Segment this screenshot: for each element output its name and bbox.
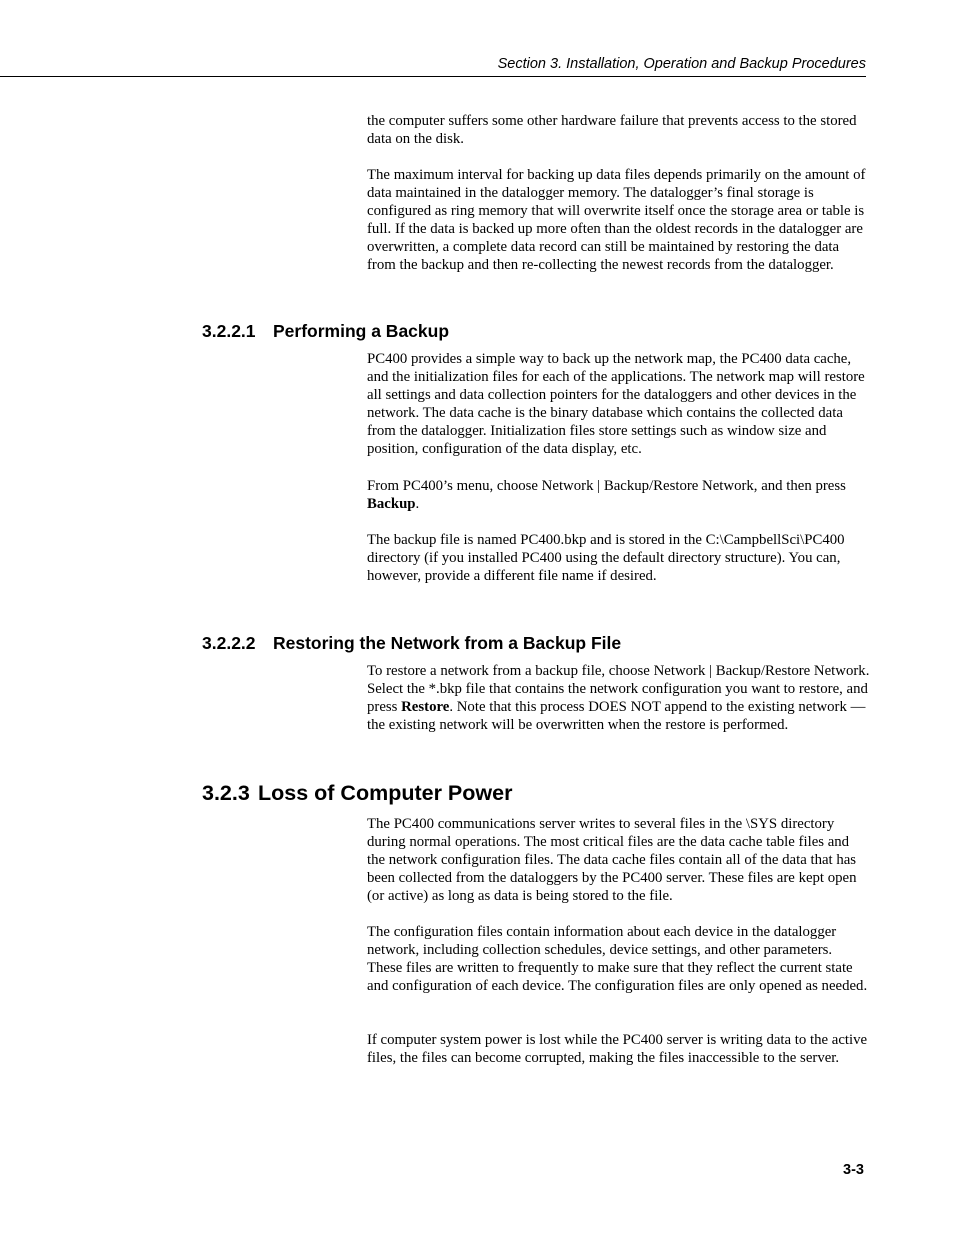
backup-paragraph-3: The backup file is named PC400.bkp and is stored in the C:\CampbellSci\PC400 directory (if you installed PC400 using the default directory structure). You can, however, provide a different file name if desired. [367, 532, 845, 584]
backup-paragraph-2 [367, 477, 870, 513]
section-title: Performing a Backup [273, 321, 450, 341]
power-paragraph-1: The PC400 communications server writes to several files in the \SYS directory during normal operations. The most critical files are the data cache table files and the network configuration files. The data cache files contain all of the data that has been collected from the dataloggers by the PC400 server. These files are kept open (or active) as long as data is being stored to the file. [367, 816, 857, 904]
intro-paragraph-1: the computer suffers some other hardware failure that prevents access to the stored data on the disk. [367, 113, 857, 147]
restore-command: Restore [401, 699, 450, 715]
section-title: Restoring the Network from a Backup File [273, 633, 622, 653]
section-number: 3.2.2.1 [202, 321, 256, 341]
section-heading-3222 [202, 632, 621, 654]
section-number: 3.2.2.2 [202, 633, 256, 653]
section-title: Loss of Computer Power [258, 781, 513, 805]
intro-paragraph-2: The maximum interval for backing up data files depends primarily on the amount of data maintained in the datalogger memory. The datalogger’s final storage is configured as ring memory that will overwrite itself once the storage area or table is full. If the data is backed up more often than the oldest records in the datalogger are overwritten, a complete data record can still be maintained by restoring the data from the backup and then re-collecting the newest records from the datalogger. [367, 167, 866, 273]
header-rule [0, 76, 866, 77]
page-number: 3-3 [843, 1162, 864, 1178]
backup-command: Backup [367, 496, 416, 512]
restore-paragraph-1-end: . Note that this process DOES NOT append to the existing network — the existing network will be overwritten when the restore is performed. [367, 699, 866, 733]
backup-paragraph-2-end: . [415, 496, 420, 512]
backup-paragraph-2-text: From PC400’s menu, choose Network | Backup/Restore Network, and then press [367, 478, 846, 494]
restore-paragraph-1 [367, 662, 870, 734]
section-heading-3221 [202, 320, 449, 342]
power-paragraph-2: The configuration files contain information about each device in the datalogger network, including collection schedules, device settings, and other parameters. These files are written to frequently to make sure that they reflect the current state and configuration of each device. The configuration files are only opened as needed. [367, 924, 868, 994]
section-heading-323 [202, 780, 512, 806]
backup-paragraph-1: PC400 provides a simple way to back up the network map, the PC400 data cache, and the initialization files for each of the applications. The network map will restore all settings and data collection pointers for the dataloggers and other devices in the network. The data cache is the binary database which contains the collected data from the datalogger. Initialization files store settings such as window size and position, configuration of the data display, etc. [367, 351, 865, 457]
restore-paragraph-1-text: To restore a network from a backup file, choose Network | Backup/Restore Network. Select the *.bkp file that contains the network configuration you want to restore, and press [367, 663, 870, 715]
section-number: 3.2.3 [202, 781, 250, 805]
running-header: Section 3. Installation, Operation and Backup Procedures [497, 56, 866, 72]
power-paragraph-3: If computer system power is lost while the PC400 server is writing data to the active files, the files can become corrupted, making the files inaccessible to the server. [367, 1032, 868, 1066]
